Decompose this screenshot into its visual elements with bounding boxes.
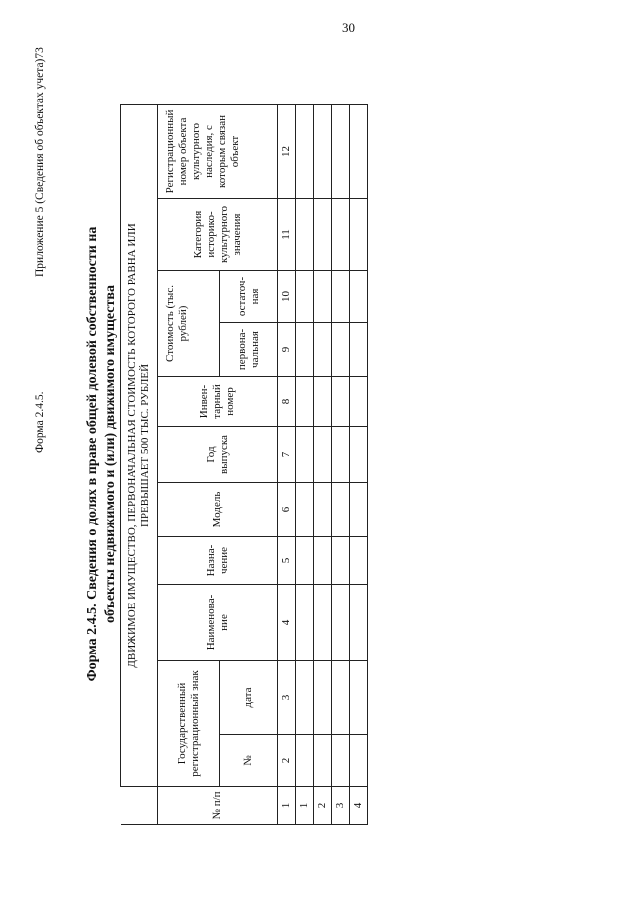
table-cell [296, 271, 314, 323]
table-row [314, 104, 332, 824]
table-cell [296, 377, 314, 427]
section-title [121, 104, 158, 786]
table-cell [350, 585, 368, 661]
table-row [296, 104, 314, 824]
table-cell [350, 104, 368, 198]
column-number: 12 [278, 104, 296, 198]
table-cell [332, 661, 350, 735]
header-purpose: Назна-чение [158, 537, 278, 585]
table-cell [332, 199, 350, 271]
header-cost-initial: первона-чальная [220, 323, 278, 377]
table-cell [332, 585, 350, 661]
rotated-form [0, 47, 480, 825]
header-gov-sign-no: № [220, 735, 278, 787]
table-cell [296, 537, 314, 585]
form-code: Форма 2.4.5. [34, 391, 46, 453]
column-number: 6 [278, 483, 296, 537]
table-cell [314, 661, 332, 735]
table-cell [332, 735, 350, 787]
table-row [332, 104, 350, 824]
header-gov-sign: Государственный регистрационный знак [158, 661, 220, 787]
table-cell [350, 323, 368, 377]
table-cell [332, 377, 350, 427]
header-name: Наименова-ние [158, 585, 278, 661]
table-cell [332, 427, 350, 483]
table-cell [314, 377, 332, 427]
table-cell [296, 735, 314, 787]
table-cell [314, 735, 332, 787]
column-number: 8 [278, 377, 296, 427]
header-num: № п/п [158, 787, 278, 825]
header-category: Категория историко-культурного значения [158, 199, 278, 271]
page-number: 30 [342, 20, 355, 35]
column-number: 10 [278, 271, 296, 323]
header-year: Год выпуска [158, 427, 278, 483]
column-number: 11 [278, 199, 296, 271]
table-cell [296, 104, 314, 198]
table-cell [332, 104, 350, 198]
table-cell [296, 427, 314, 483]
section-title-line-1: ДВИЖИМОЕ ИМУЩЕСТВО, ПЕРВОНАЧАЛЬНАЯ СТОИМОСТЬ КОТОРОГО РАВНА ИЛИ [126, 223, 138, 668]
table-cell [332, 323, 350, 377]
attachment-label: Приложение 5 (Сведения об объектах учета)73 [34, 47, 46, 277]
header-inventory: Инвен-тарный номер [158, 377, 278, 427]
column-number: 7 [278, 427, 296, 483]
row-number: 3 [332, 787, 350, 825]
table-cell [314, 585, 332, 661]
column-number: 2 [278, 735, 296, 787]
table-cell [332, 537, 350, 585]
table-cell [314, 323, 332, 377]
section-title-stub [121, 787, 158, 825]
table-cell [314, 427, 332, 483]
table-cell [350, 735, 368, 787]
property-table [120, 104, 368, 825]
table-cell [314, 199, 332, 271]
form-title-line-2: объекты недвижимого и (или) движимого имущества [103, 285, 118, 623]
table-cell [314, 271, 332, 323]
header-cost-residual: остаточ-ная [220, 271, 278, 323]
form-title [84, 83, 120, 825]
column-number: 3 [278, 661, 296, 735]
row-number: 2 [314, 787, 332, 825]
table-cell [350, 377, 368, 427]
header-cost: Стоимость (тыс. рублей) [158, 271, 220, 377]
header-reg-number: Регистрационный номер объекта культурного наследия, с которым связан объект [158, 104, 278, 198]
header-gov-sign-date: дата [220, 661, 278, 735]
table-cell [296, 199, 314, 271]
table-cell [332, 271, 350, 323]
column-number: 4 [278, 585, 296, 661]
table-cell [314, 483, 332, 537]
table-cell [350, 427, 368, 483]
table-cell [350, 483, 368, 537]
form-title-line-1: Форма 2.4.5. Сведения о долях в праве общей долевой собственности на [85, 226, 100, 682]
table-cell [350, 199, 368, 271]
row-number: 4 [350, 787, 368, 825]
table-cell [350, 271, 368, 323]
section-title-line-2: ПРЕВЫШАЕТ 500 ТЫС. РУБЛЕЙ [139, 363, 151, 528]
table-cell [296, 585, 314, 661]
table-cell [296, 323, 314, 377]
table-row [350, 104, 368, 824]
header-model: Модель [158, 483, 278, 537]
table-cell [314, 537, 332, 585]
table-cell [296, 483, 314, 537]
table-cell [314, 104, 332, 198]
column-number: 9 [278, 323, 296, 377]
row-number: 1 [296, 787, 314, 825]
column-number: 5 [278, 537, 296, 585]
table-cell [296, 661, 314, 735]
table-cell [332, 483, 350, 537]
table-cell [350, 661, 368, 735]
column-number: 1 [278, 787, 296, 825]
table-cell [350, 537, 368, 585]
column-numbering-row [278, 104, 296, 824]
